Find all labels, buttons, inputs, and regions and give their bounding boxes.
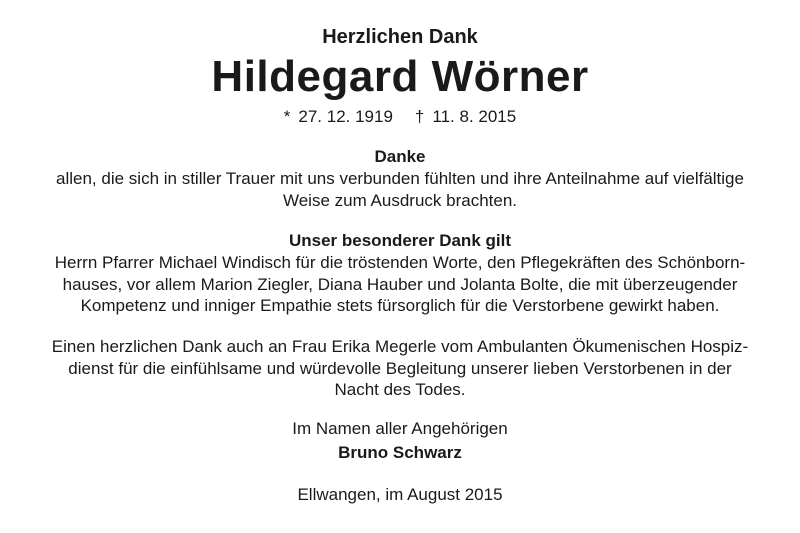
signature-intro: Im Namen aller Angehörigen — [292, 419, 508, 438]
birth-symbol: * — [283, 107, 291, 126]
text-line: Weise zum Ausdruck brachten. — [282, 190, 517, 210]
section-heading-special-thanks: Unser besonderer Dank gilt — [288, 231, 511, 250]
life-dates — [0, 106, 800, 128]
text-line: allen, die sich in stiller Trauer mit uns verbunden fühlten und ihre Anteilnahme auf vielfältige — [56, 169, 744, 188]
section-text-thanks — [20, 168, 780, 211]
birth-date: 27. 12. 1919 — [298, 107, 393, 126]
death-cross-icon: † — [414, 107, 425, 126]
pre-title: Herzlichen Dank — [322, 26, 478, 48]
text-line: Kompetenz und inniger Empathie stets fürsorglich für die Verstorbene gewirkt haben. — [80, 296, 720, 315]
death-date: 11. 8. 2015 — [432, 107, 517, 126]
place-and-date: Ellwangen, im August 2015 — [297, 485, 503, 504]
text-line: Herrn Pfarrer Michael Windisch für die tröstenden Worte, den Pflegekräften des Schönborn- — [54, 253, 746, 272]
text-line: hauses, vor allem Marion Ziegler, Diana Hauber und Jolanta Bolte, die mit überzeugender — [62, 274, 738, 294]
section-text-special-thanks — [20, 252, 780, 317]
text-line: dienst für die einfühlsame und würdevolle Begleitung unserer lieben Verstorbenen in der — [68, 358, 732, 378]
section-text-hospice — [20, 336, 780, 401]
text-line: Einen herzlichen Dank auch an Frau Erika Megerle vom Ambulanten Ökumenischen Hospiz- — [51, 337, 749, 356]
signature-name: Bruno Schwarz — [338, 443, 462, 462]
section-heading-thanks: Danke — [374, 147, 426, 166]
text-line: Nacht des Todes. — [334, 380, 466, 399]
deceased-name: Hildegard Wörner — [211, 52, 589, 101]
